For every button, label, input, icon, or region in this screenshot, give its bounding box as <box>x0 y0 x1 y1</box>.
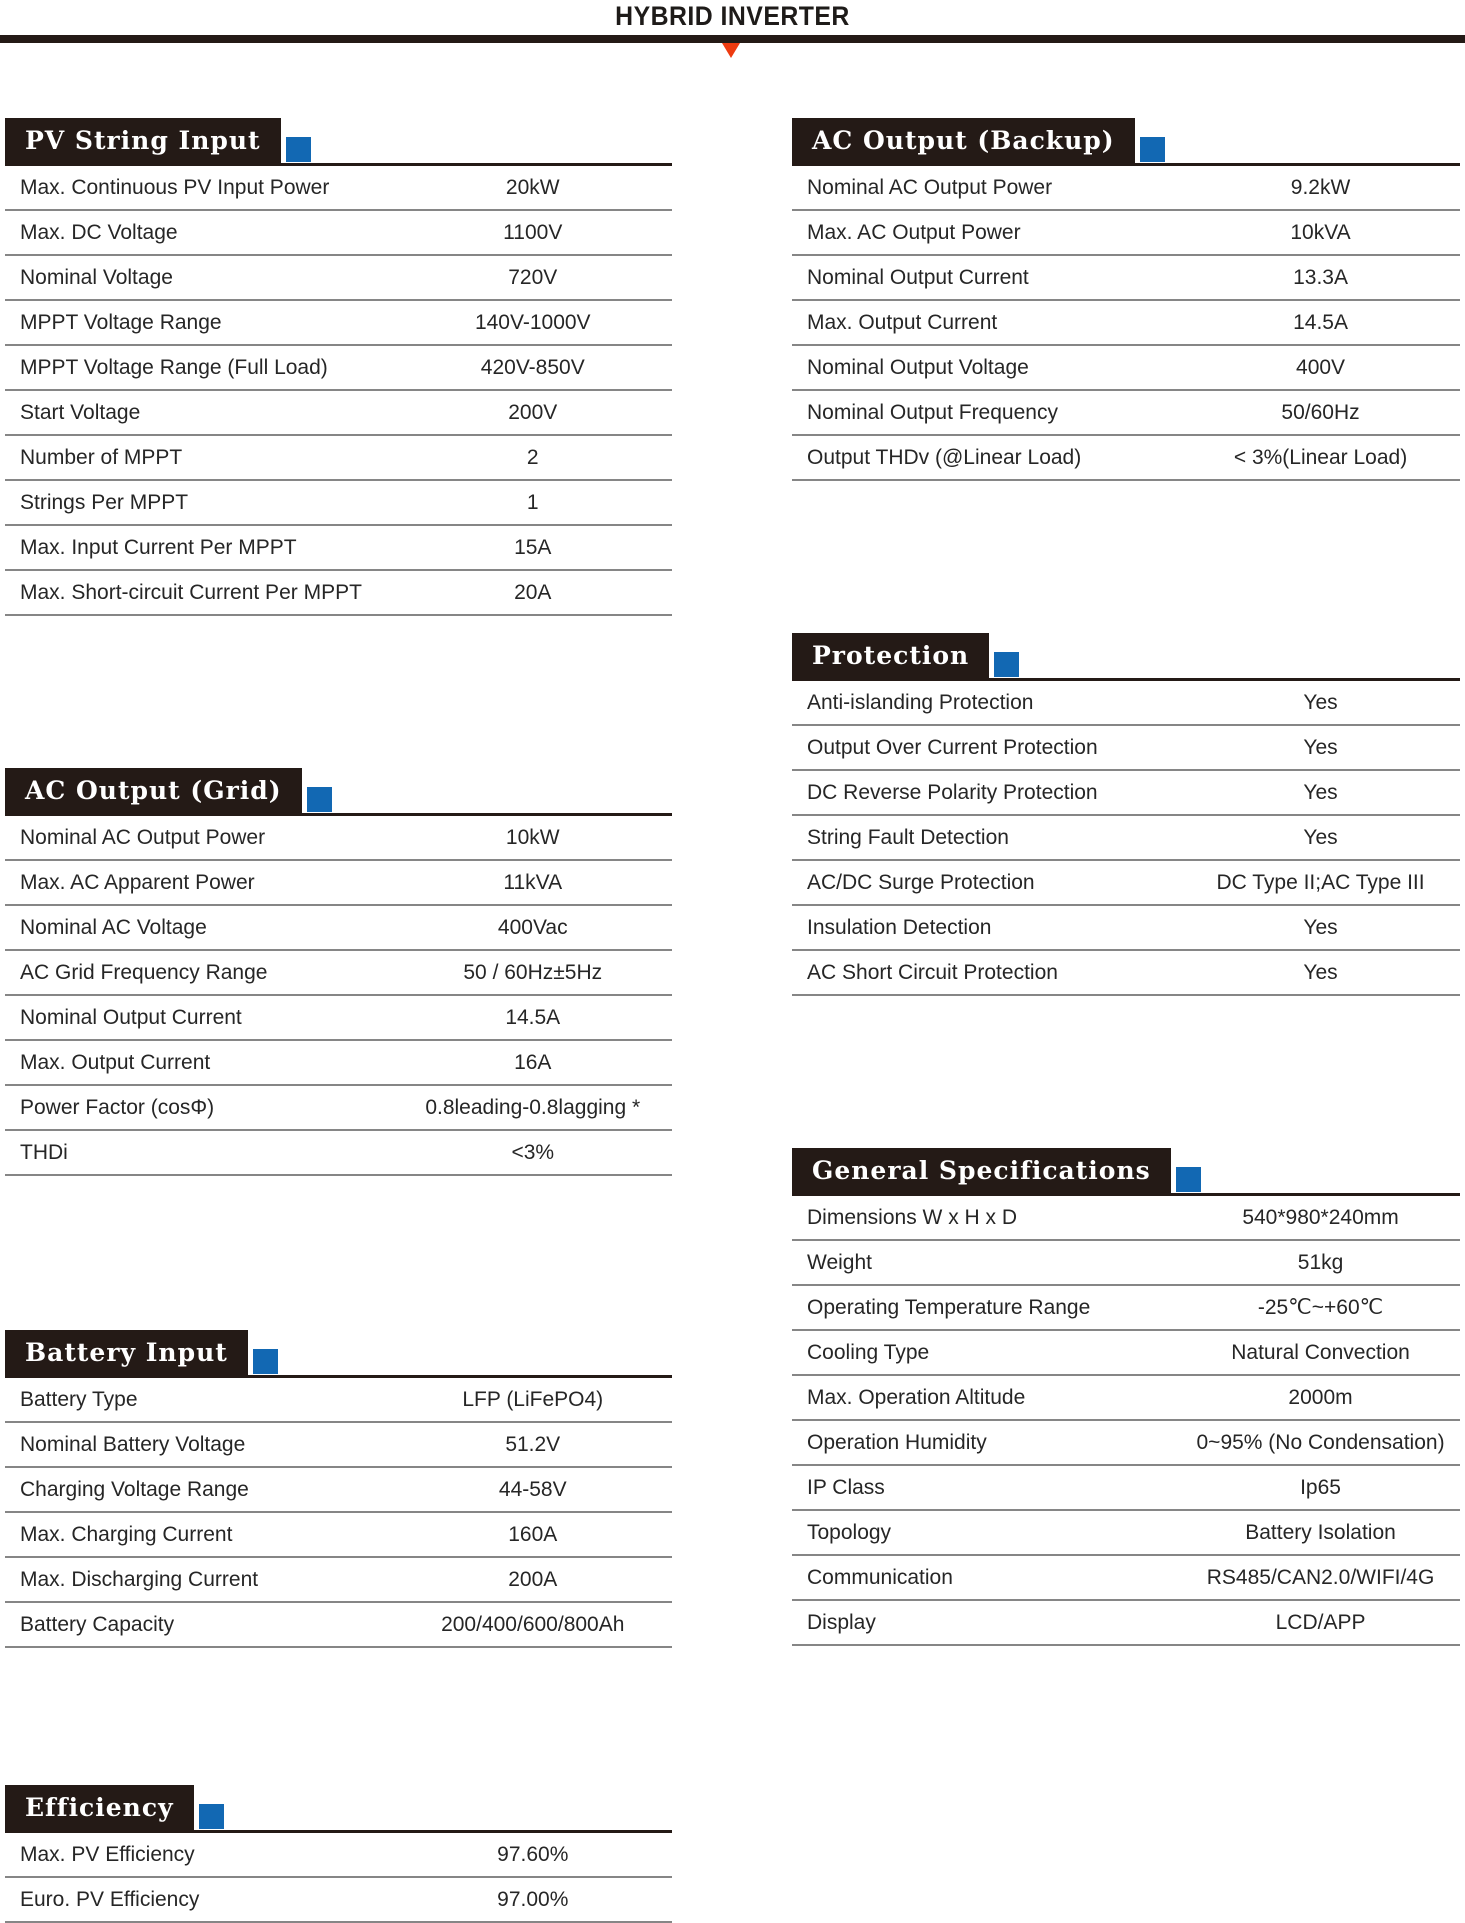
section-header-general-specifications <box>792 1148 1460 1193</box>
spec-row <box>792 211 1460 256</box>
spec-value: 2000m <box>1288 1385 1353 1409</box>
spec-label: Insulation Detection <box>807 915 992 939</box>
spec-label: Max. Input Current Per MPPT <box>20 535 297 559</box>
section-header-pv-string-input <box>5 118 672 163</box>
spec-value: 10kW <box>505 825 560 849</box>
spec-label: AC/DC Surge Protection <box>807 870 1035 894</box>
spec-value: 540*980*240mm <box>1242 1205 1399 1229</box>
spec-value: <3% <box>511 1140 555 1164</box>
spec-row <box>792 906 1460 951</box>
spec-value: 50/60Hz <box>1281 400 1360 424</box>
spec-row <box>792 951 1460 996</box>
spec-row <box>792 436 1460 481</box>
section-pv-string-input <box>5 118 672 616</box>
spec-label: Weight <box>807 1250 872 1274</box>
section-title: AC Output (Backup) <box>792 118 1135 163</box>
spec-row <box>5 436 672 481</box>
spec-value: 51kg <box>1297 1250 1344 1274</box>
spec-label: Anti-islanding Protection <box>807 690 1034 714</box>
spec-row <box>5 1131 672 1176</box>
spec-row <box>792 1376 1460 1421</box>
spec-row <box>5 256 672 301</box>
spec-table-protection <box>792 678 1460 996</box>
spec-label: Start Voltage <box>20 400 141 424</box>
spec-value: Yes <box>1303 780 1338 804</box>
spec-value: 1 <box>526 490 539 514</box>
section-ac-output-grid <box>5 768 672 1176</box>
spec-label: Number of MPPT <box>20 445 183 469</box>
spec-table-battery-input <box>5 1375 672 1648</box>
accent-square-icon <box>307 787 332 812</box>
spec-row <box>5 211 672 256</box>
spec-value: 15A <box>514 535 552 559</box>
spec-label: Topology <box>807 1520 892 1544</box>
spec-row <box>5 391 672 436</box>
spec-label: Max. PV Efficiency <box>20 1842 195 1866</box>
spec-row <box>5 1878 672 1923</box>
spec-value: 200A <box>508 1567 558 1591</box>
spec-label: Output THDv (@Linear Load) <box>807 445 1082 469</box>
section-general-specifications <box>792 1148 1460 1646</box>
section-battery-input <box>5 1330 672 1648</box>
spec-row <box>792 771 1460 816</box>
spec-row <box>5 1041 672 1086</box>
spec-value: 400Vac <box>497 915 568 939</box>
spec-label: Operating Temperature Range <box>807 1295 1091 1319</box>
section-header-ac-output-grid <box>5 768 672 813</box>
spec-label: String Fault Detection <box>807 825 1009 849</box>
spec-label: Euro. PV Efficiency <box>20 1887 200 1911</box>
spec-label: Operation Humidity <box>807 1430 987 1454</box>
section-header-protection <box>792 633 1460 678</box>
spec-row <box>5 1513 672 1558</box>
spec-value: 13.3A <box>1293 265 1348 289</box>
spec-row <box>5 861 672 906</box>
spec-value: LCD/APP <box>1275 1610 1366 1634</box>
spec-value: Ip65 <box>1300 1475 1341 1499</box>
spec-label: Nominal Battery Voltage <box>20 1432 246 1456</box>
spec-value: RS485/CAN2.0/WIFI/4G <box>1206 1565 1435 1589</box>
spec-value: Yes <box>1303 690 1338 714</box>
spec-table-efficiency <box>5 1830 672 1923</box>
spec-value: 2 <box>526 445 539 469</box>
spec-value: < 3%(Linear Load) <box>1233 445 1408 469</box>
spec-label: MPPT Voltage Range (Full Load) <box>20 355 328 379</box>
spec-label: Max. Short-circuit Current Per MPPT <box>20 580 362 604</box>
spec-row <box>792 861 1460 906</box>
spec-row <box>5 906 672 951</box>
spec-label: Nominal Output Voltage <box>807 355 1029 379</box>
spec-value: Yes <box>1303 735 1338 759</box>
spec-value: 97.60% <box>497 1842 569 1866</box>
spec-value: 9.2kW <box>1290 175 1351 199</box>
page-title: HYBRID INVERTER <box>615 1 850 31</box>
spec-row <box>792 1466 1460 1511</box>
spec-value: 50 / 60Hz±5Hz <box>463 960 603 984</box>
spec-table-ac-output-grid <box>5 813 672 1176</box>
accent-square-icon <box>286 137 311 162</box>
section-title: Efficiency <box>5 1785 194 1830</box>
spec-value: 420V-850V <box>480 355 585 379</box>
spec-label: Max. AC Output Power <box>807 220 1021 244</box>
spec-label: Max. Discharging Current <box>20 1567 259 1591</box>
spec-label: Communication <box>807 1565 953 1589</box>
section-header-ac-output-backup <box>792 118 1460 163</box>
spec-value: 44-58V <box>498 1477 567 1501</box>
spec-value: Yes <box>1303 825 1338 849</box>
spec-row <box>5 951 672 996</box>
accent-square-icon <box>1176 1167 1201 1192</box>
spec-value: Battery Isolation <box>1245 1520 1396 1544</box>
spec-value: 0.8leading-0.8lagging * <box>425 1095 641 1119</box>
spec-label: Battery Capacity <box>20 1612 175 1636</box>
spec-row <box>792 681 1460 726</box>
spec-row <box>792 1196 1460 1241</box>
spec-value: 11kVA <box>503 870 563 894</box>
spec-value: Yes <box>1303 915 1338 939</box>
spec-value: 97.00% <box>497 1887 569 1911</box>
spec-value: 720V <box>508 265 558 289</box>
spec-label: Nominal AC Output Power <box>807 175 1053 199</box>
spec-label: MPPT Voltage Range <box>20 310 222 334</box>
spec-label: Nominal AC Voltage <box>20 915 207 939</box>
spec-label: Nominal Voltage <box>20 265 173 289</box>
spec-row <box>792 816 1460 861</box>
spec-row <box>792 1421 1460 1466</box>
header-rule <box>0 35 1465 43</box>
section-title: PV String Input <box>5 118 281 163</box>
spec-label: Display <box>807 1610 876 1634</box>
spec-row <box>5 571 672 616</box>
spec-row <box>792 256 1460 301</box>
spec-label: DC Reverse Polarity Protection <box>807 780 1098 804</box>
spec-label: Cooling Type <box>807 1340 930 1364</box>
spec-row <box>792 1286 1460 1331</box>
spec-value: 16A <box>514 1050 552 1074</box>
accent-square-icon <box>994 652 1019 677</box>
spec-label: Output Over Current Protection <box>807 735 1098 759</box>
spec-label: Dimensions W x H x D <box>807 1205 1018 1229</box>
accent-square-icon <box>1140 137 1165 162</box>
spec-row <box>5 1378 672 1423</box>
spec-row <box>5 526 672 571</box>
spec-label: Max. AC Apparent Power <box>20 870 255 894</box>
section-ac-output-backup <box>792 118 1460 481</box>
spec-value: Yes <box>1303 960 1338 984</box>
spec-label: Max. Continuous PV Input Power <box>20 175 330 199</box>
spec-row <box>5 166 672 211</box>
spec-row <box>792 301 1460 346</box>
spec-value: 200/400/600/800Ah <box>441 1612 625 1636</box>
spec-label: AC Short Circuit Protection <box>807 960 1058 984</box>
spec-table-ac-output-backup <box>792 163 1460 481</box>
spec-value: 10kVA <box>1290 220 1351 244</box>
spec-row <box>792 346 1460 391</box>
spec-label: Max. Operation Altitude <box>807 1385 1026 1409</box>
spec-row <box>792 1241 1460 1286</box>
spec-row <box>792 391 1460 436</box>
spec-row <box>5 1423 672 1468</box>
section-protection <box>792 633 1460 996</box>
spec-label: Strings Per MPPT <box>20 490 189 514</box>
spec-value: 160A <box>508 1522 558 1546</box>
spec-label: Max. Charging Current <box>20 1522 233 1546</box>
spec-label: Nominal AC Output Power <box>20 825 266 849</box>
spec-row <box>5 816 672 861</box>
spec-table-general-specifications <box>792 1193 1460 1646</box>
spec-row <box>792 1331 1460 1376</box>
spec-value: 14.5A <box>505 1005 561 1029</box>
spec-row <box>792 166 1460 211</box>
spec-value: 51.2V <box>505 1432 561 1456</box>
spec-label: IP Class <box>807 1475 885 1499</box>
spec-label: Max. Output Current <box>807 310 998 334</box>
spec-value: 140V-1000V <box>474 310 591 334</box>
accent-square-icon <box>253 1349 278 1374</box>
spec-row <box>5 1603 672 1648</box>
section-header-efficiency <box>5 1785 672 1830</box>
spec-label: Max. Output Current <box>20 1050 211 1074</box>
spec-value: 20kW <box>505 175 560 199</box>
spec-row <box>5 346 672 391</box>
spec-row <box>5 481 672 526</box>
spec-value: 14.5A <box>1293 310 1348 334</box>
down-triangle-icon <box>722 43 740 58</box>
spec-row <box>792 1601 1460 1646</box>
spec-value: DC Type II;AC Type III <box>1216 870 1425 894</box>
section-header-battery-input <box>5 1330 672 1375</box>
spec-row <box>5 996 672 1041</box>
section-title: General Specifications <box>792 1148 1171 1193</box>
spec-value: 400V <box>1296 355 1346 379</box>
spec-label: Power Factor (cosΦ) <box>20 1095 215 1119</box>
spec-row <box>792 726 1460 771</box>
spec-value: 20A <box>514 580 552 604</box>
spec-row <box>792 1556 1460 1601</box>
section-title: Battery Input <box>5 1330 248 1375</box>
spec-value: LFP (LiFePO4) <box>462 1387 604 1411</box>
spec-label: Nominal Output Current <box>807 265 1029 289</box>
spec-row <box>5 1558 672 1603</box>
spec-label: Max. DC Voltage <box>20 220 178 244</box>
spec-value: 200V <box>508 400 558 424</box>
spec-label: Battery Type <box>20 1387 138 1411</box>
spec-value: Natural Convection <box>1231 1340 1410 1364</box>
spec-label: Nominal Output Frequency <box>807 400 1058 424</box>
section-title: Protection <box>792 633 989 678</box>
accent-square-icon <box>199 1804 224 1829</box>
spec-row <box>5 1833 672 1878</box>
spec-value: 0~95% (No Condensation) <box>1196 1430 1445 1454</box>
spec-value: -25℃~+60℃ <box>1257 1296 1384 1319</box>
spec-label: Nominal Output Current <box>20 1005 242 1029</box>
spec-value: 1100V <box>503 220 563 244</box>
spec-label: AC Grid Frequency Range <box>20 960 268 984</box>
section-efficiency <box>5 1785 672 1923</box>
spec-row <box>5 1468 672 1513</box>
spec-label: Charging Voltage Range <box>20 1477 249 1501</box>
spec-row <box>5 1086 672 1131</box>
spec-label: THDi <box>20 1140 68 1164</box>
spec-row <box>5 301 672 346</box>
section-title: AC Output (Grid) <box>5 768 302 813</box>
spec-row <box>792 1511 1460 1556</box>
spec-table-pv-string-input <box>5 163 672 616</box>
